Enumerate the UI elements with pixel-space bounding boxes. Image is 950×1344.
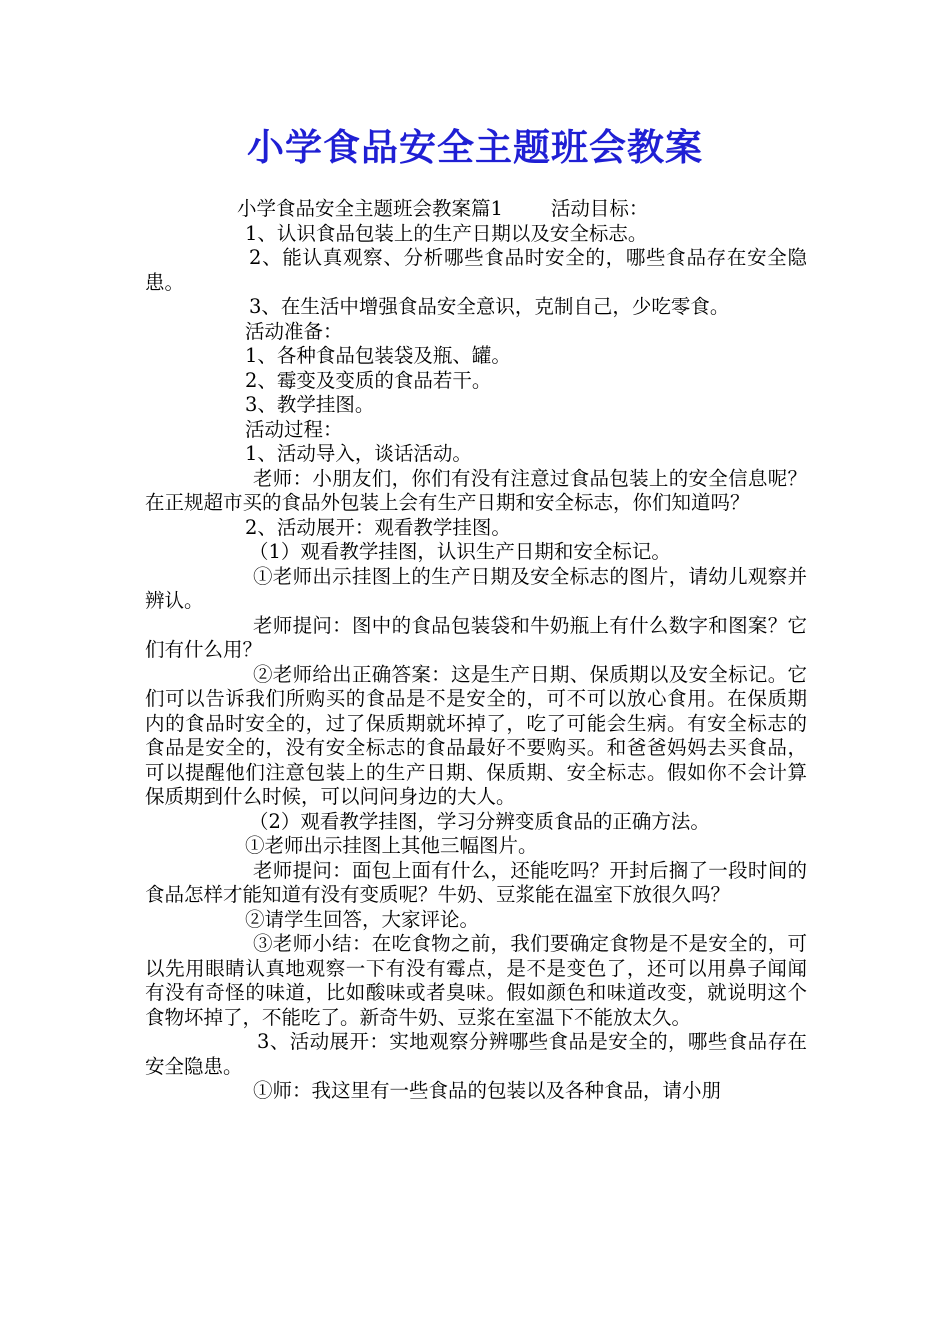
paragraph: 1、活动导入，谈话活动。 xyxy=(245,442,472,465)
paragraph: 老师提问：图中的食品包装袋和牛奶瓶上有什么数字和图案？它们有什么用？ xyxy=(145,613,807,661)
paragraph: ①老师出示挂图上其他三幅图片。 xyxy=(245,834,538,857)
paragraph: 1、各种食品包装袋及瓶、罐。 xyxy=(245,344,511,367)
paragraph: 活动准备： xyxy=(245,319,343,343)
paragraph: 1、认识食品包装上的生产日期以及安全标志。 xyxy=(245,221,648,245)
paragraph: ②老师给出正确答案：这是生产日期、保质期以及安全标记。它们可以告诉我们所购买的食品是不是安全的，可不可以放心食用。在保质期内的食品时安全的，过了保质期就坏掉了，吃了可能会生病。有安全标志的食品是安全的，没有安全标志的食品最好不要购买。和爸爸妈妈去买食品，可以提醒他们注意包装上的生产日期、保质期、安全标志。假如你不会计算保质期到什么时候，可以问问身边的大人。 xyxy=(145,662,807,808)
paragraph: 3、在生活中增强食品安全意识，克制自己，少吃零食。 xyxy=(249,295,730,318)
paragraph: 2、霉变及变质的食品若干。 xyxy=(245,368,492,392)
paragraph: ②请学生回答，大家评论。 xyxy=(245,907,480,931)
paragraph: ③老师小结：在吃食物之前，我们要确定食物是不是安全的，可以先用眼睛认真地观察一下有没有霉点，是不是变色了，还可以用鼻子闻闻有没有奇怪的味道，比如酸味或者臭味。假如颜色和味道改变，就说明这个食物坏掉了，不能吃了。新奇牛奶、豆浆在室温下不能放太久。 xyxy=(145,932,807,1029)
paragraph: 3、教学挂图。 xyxy=(245,393,375,416)
subtitle-line xyxy=(145,197,807,222)
paragraph: （2）观看教学挂图，学习分辨变质食品的正确方法。 xyxy=(249,809,710,833)
paragraph: 2、活动展开：观看教学挂图。 xyxy=(245,515,511,539)
paragraph: （1）观看教学挂图，认识生产日期和安全标记。 xyxy=(249,540,671,563)
paragraph: 活动过程： xyxy=(245,417,343,441)
goal-heading: 活动目标： xyxy=(550,197,649,220)
document-title: 小学食品安全主题班会教案 xyxy=(247,126,703,169)
paragraph: ①师：我这里有一些食品的包装以及各种食品，请小朋 xyxy=(253,1079,722,1102)
paragraph: ①老师出示挂图上的生产日期及安全标志的图片，请幼儿观察并辨认。 xyxy=(145,564,807,612)
paragraph: 老师：小朋友们，你们有没有注意过食品包装上的安全信息呢？在正规超市买的食品外包装上会有生产日期和安全标志，你们知道吗？ xyxy=(145,466,807,514)
paragraph: 2、能认真观察、分析哪些食品时安全的，哪些食品存在安全隐患。 xyxy=(145,246,807,294)
document-body xyxy=(145,197,807,1104)
paragraph: 老师提问：面包上面有什么，还能吃吗？开封后搁了一段时间的食品怎样才能知道有没有变质呢？牛奶、豆浆能在温室下放很久吗？ xyxy=(145,858,807,906)
paragraph: 3、活动展开：实地观察分辨哪些食品是安全的，哪些食品存在安全隐患。 xyxy=(145,1030,807,1078)
document-subtitle: 小学食品安全主题班会教案篇1 xyxy=(237,197,503,220)
